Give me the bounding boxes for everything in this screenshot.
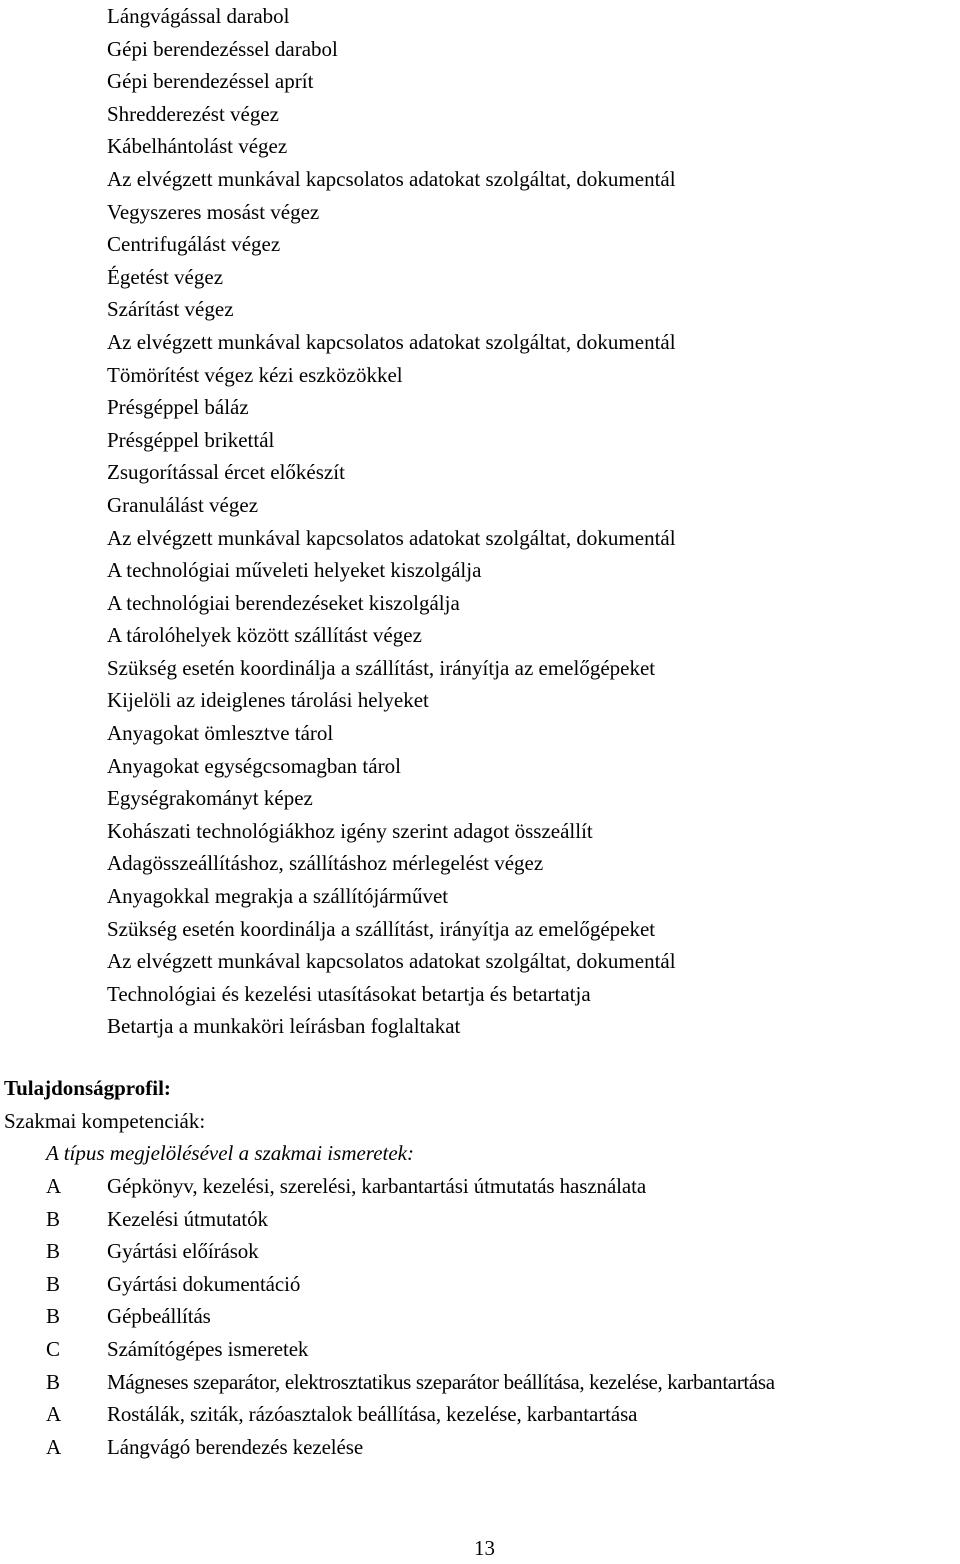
task-item: Shredderezést végez: [107, 101, 279, 126]
knowledge-text: Számítógépes ismeretek: [107, 1336, 309, 1361]
task-item: Kábelhántolást végez: [107, 134, 288, 159]
task-item: Gépi berendezéssel darabol: [107, 36, 338, 61]
profile-subtitle: Szakmai kompetenciák:: [4, 1109, 206, 1133]
knowledge-text: Gépbeállítás: [107, 1304, 211, 1329]
task-item: Az elvégzett munkával kapcsolatos adatokat szolgáltat, dokumentál: [107, 166, 676, 191]
knowledge-item: [0, 1170, 960, 1203]
knowledge-item: [0, 1268, 960, 1301]
knowledge-item: [0, 1366, 960, 1399]
task-item: A technológiai berendezéseket kiszolgálja: [107, 590, 460, 615]
task-item: Betartja a munkaköri leírásban foglaltakat: [107, 1014, 461, 1039]
task-item: Az elvégzett munkával kapcsolatos adatokat szolgáltat, dokumentál: [107, 329, 676, 354]
task-item: Zsugorítással ércet előkészít: [107, 460, 345, 485]
task-item: Technológiai és kezelési utasításokat betartja és betartatja: [107, 981, 591, 1006]
task-item: Présgéppel báláz: [107, 395, 249, 420]
knowledge-item: [0, 1398, 960, 1431]
page-number: [0, 1532, 960, 1564]
knowledge-item: [0, 1203, 960, 1236]
task-item: Szükség esetén koordinálja a szállítást, irányítja az emelőgépeket: [107, 916, 656, 941]
task-item: Szükség esetén koordinálja a szállítást, irányítja az emelőgépeket: [107, 655, 656, 680]
task-item: Lángvágással darabol: [107, 4, 290, 28]
knowledge-type: B: [46, 1239, 61, 1264]
task-item: Anyagokat ömlesztve tárol: [107, 721, 334, 746]
task-item: Anyagokkal megrakja a szállítójárművet: [107, 884, 449, 909]
knowledge-type: A: [46, 1174, 62, 1198]
task-item: Az elvégzett munkával kapcsolatos adatokat szolgáltat, dokumentál: [107, 949, 676, 974]
profile-title: Tulajdonságprofil:: [4, 1076, 171, 1100]
task-item: Kohászati technológiákhoz igény szerint adagot összeállít: [107, 818, 593, 843]
knowledge-text: Gépkönyv, kezelési, szerelési, karbantartási útmutatás használata: [107, 1174, 647, 1198]
knowledge-type: A: [46, 1402, 62, 1427]
knowledge-item: [0, 1333, 960, 1366]
knowledge-heading: A típus megjelölésével a szakmai ismeretek:: [46, 1141, 414, 1165]
task-item: Gépi berendezéssel aprít: [107, 69, 314, 94]
task-item: Egységrakományt képez: [107, 786, 313, 811]
task-item: Présgéppel brikettál: [107, 427, 275, 452]
knowledge-text: Gyártási dokumentáció: [107, 1271, 301, 1296]
task-item: A technológiai műveleti helyeket kiszolgálja: [107, 558, 482, 583]
task-item: Kijelöli az ideiglenes tárolási helyeket: [107, 688, 429, 713]
task-list: [107, 0, 676, 1043]
task-item: Granulálást végez: [107, 492, 259, 517]
task-item: Centrifugálást végez: [107, 232, 281, 257]
knowledge-item: [0, 1300, 960, 1333]
knowledge-type: B: [46, 1304, 61, 1329]
knowledge-list: [0, 1170, 960, 1463]
knowledge-type: B: [46, 1369, 61, 1394]
task-item: Égetést végez: [107, 264, 224, 289]
task-item: Anyagokat egységcsomagban tárol: [107, 753, 401, 778]
knowledge-text: Gyártási előírások: [107, 1239, 259, 1264]
task-item: Az elvégzett munkával kapcsolatos adatokat szolgáltat, dokumentál: [107, 525, 676, 550]
knowledge-text: Rostálák, sziták, rázóasztalok beállítása, kezelése, karbantartása: [107, 1402, 638, 1427]
task-item: Szárítást végez: [107, 297, 234, 322]
knowledge-type: A: [46, 1434, 62, 1459]
task-item: A tárolóhelyek között szállítást végez: [107, 623, 422, 648]
knowledge-text: Mágneses szeparátor, elektrosztatikus szeparátor beállítása, kezelése, karbantartása: [107, 1369, 775, 1394]
task-item: Tömörítést végez kézi eszközökkel: [107, 362, 403, 387]
knowledge-type: B: [46, 1206, 61, 1231]
knowledge-type: C: [46, 1336, 61, 1361]
knowledge-text: Lángvágó berendezés kezelése: [107, 1434, 364, 1459]
task-item: Vegyszeres mosást végez: [107, 199, 320, 224]
page-number-value: 13: [474, 1536, 495, 1560]
knowledge-item: [0, 1431, 960, 1464]
knowledge-text: Kezelési útmutatók: [107, 1206, 268, 1231]
task-item: Adagösszeállításhoz, szállításhoz mérlegelést végez: [107, 851, 544, 876]
knowledge-type: B: [46, 1271, 61, 1296]
knowledge-item: [0, 1235, 960, 1268]
